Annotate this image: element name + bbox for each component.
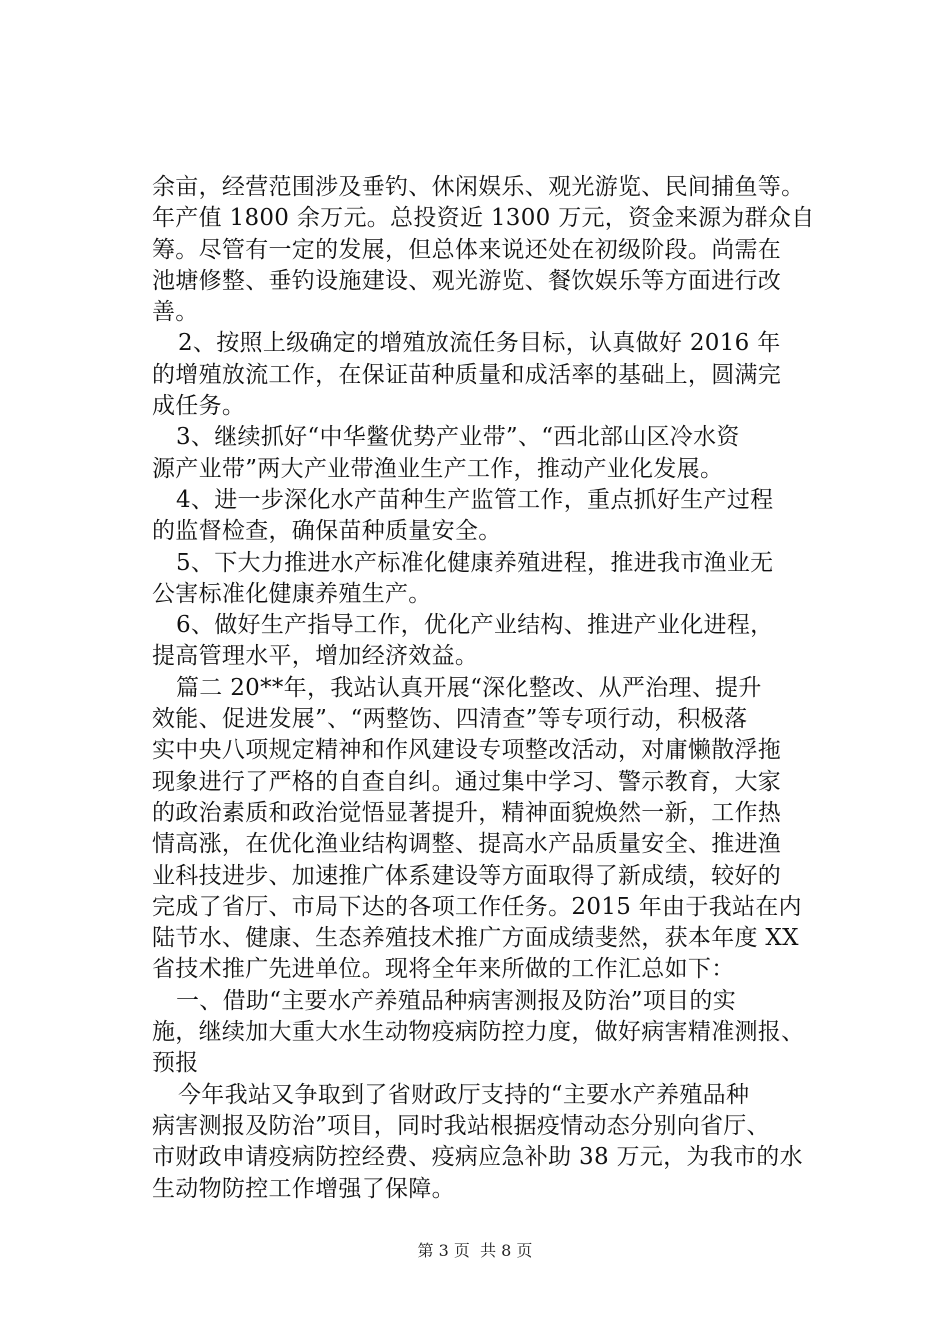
- text-line: 的政治素质和政治觉悟显著提升，精神面貌焕然一新，工作热: [152, 799, 782, 826]
- text-line: 现象进行了严格的自查自纠。通过集中学习、警示教育，大家: [152, 768, 782, 795]
- text-line: 省技术推广先进单位。现将全年来所做的工作汇总如下：: [152, 956, 735, 983]
- text-line: 完成了省厅、市局下达的各项工作任务。2015 年由于我站在内: [152, 893, 802, 920]
- text-line: 的监督检查，确保苗种质量安全。: [152, 518, 502, 545]
- text-line: 成任务。: [152, 393, 246, 420]
- text-line: 篇二 20**年，我站认真开展“深化整改、从严治理、提升: [176, 674, 762, 701]
- text-line: 3、继续抓好“中华鳖优势产业带”、“西北部山区冷水资: [176, 424, 740, 451]
- page-number: 第 3 页 共 8 页: [417, 1241, 533, 1260]
- document-body: [152, 172, 838, 1205]
- text-line: 公害标准化健康养殖生产。: [152, 580, 432, 607]
- text-line: 实中央八项规定精神和作风建设专项整改活动，对庸懒散浮拖: [152, 737, 782, 764]
- text-line: 效能、促进发展”、“两整饬、四清查”等专项行动，积极落: [152, 706, 748, 733]
- text-line: 池塘修整、垂钓设施建设、观光游览、餐饮娱乐等方面进行改: [152, 267, 782, 294]
- text-line: 源产业带”两大产业带渔业生产工作，推动产业化发展。: [152, 455, 724, 482]
- text-line: 6、做好生产指导工作，优化产业结构、推进产业化进程，: [176, 612, 774, 639]
- text-line: 预报: [152, 1050, 199, 1077]
- text-line: 善。: [152, 299, 199, 326]
- text-line: 病害测报及防治”项目，同时我站根据疫情动态分别向省厅、: [152, 1112, 770, 1139]
- text-line: 市财政申请疫病防控经费、疫病应急补助 38 万元，为我市的水: [152, 1144, 803, 1171]
- text-line: 余亩，经营范围涉及垂钓、休闲娱乐、观光游览、民间捕鱼等。: [152, 174, 805, 200]
- text-line: 筹。尽管有一定的发展，但总体来说还处在初级阶段。尚需在: [152, 236, 782, 263]
- text-line: 提高管理水平，增加经济效益。: [152, 643, 479, 670]
- text-line: 4、进一步深化水产苗种生产监管工作，重点抓好生产过程: [176, 486, 774, 513]
- text-line: 情高涨，在优化渔业结构调整、提高水产品质量安全、推进渔: [152, 831, 782, 858]
- text-line: 2、按照上级确定的增殖放流任务目标，认真做好 2016 年: [178, 330, 781, 357]
- text-line: 一、借助“主要水产养殖品种病害测报及防治”项目的实: [176, 987, 737, 1014]
- page-footer: [0, 1241, 950, 1261]
- text-line: 生动物防控工作增强了保障。: [152, 1175, 455, 1202]
- text-line: 年产值 1800 余万元。总投资近 1300 万元，资金来源为群众自: [152, 205, 815, 232]
- text-line: 5、下大力推进水产标准化健康养殖进程，推进我市渔业无: [176, 549, 774, 576]
- text-line: 施，继续加大重大水生动物疫病防控力度，做好病害精准测报、: [152, 1019, 805, 1046]
- text-line: 今年我站又争取到了省财政厅支持的“主要水产养殖品种: [178, 1081, 750, 1108]
- text-line: 的增殖放流工作，在保证苗种质量和成活率的基础上，圆满完: [152, 361, 782, 388]
- text-line: 陆节水、健康、生态养殖技术推广方面成绩斐然，获本年度 XX: [152, 925, 799, 952]
- text-line: 业科技进步、加速推广体系建设等方面取得了新成绩，较好的: [152, 862, 782, 889]
